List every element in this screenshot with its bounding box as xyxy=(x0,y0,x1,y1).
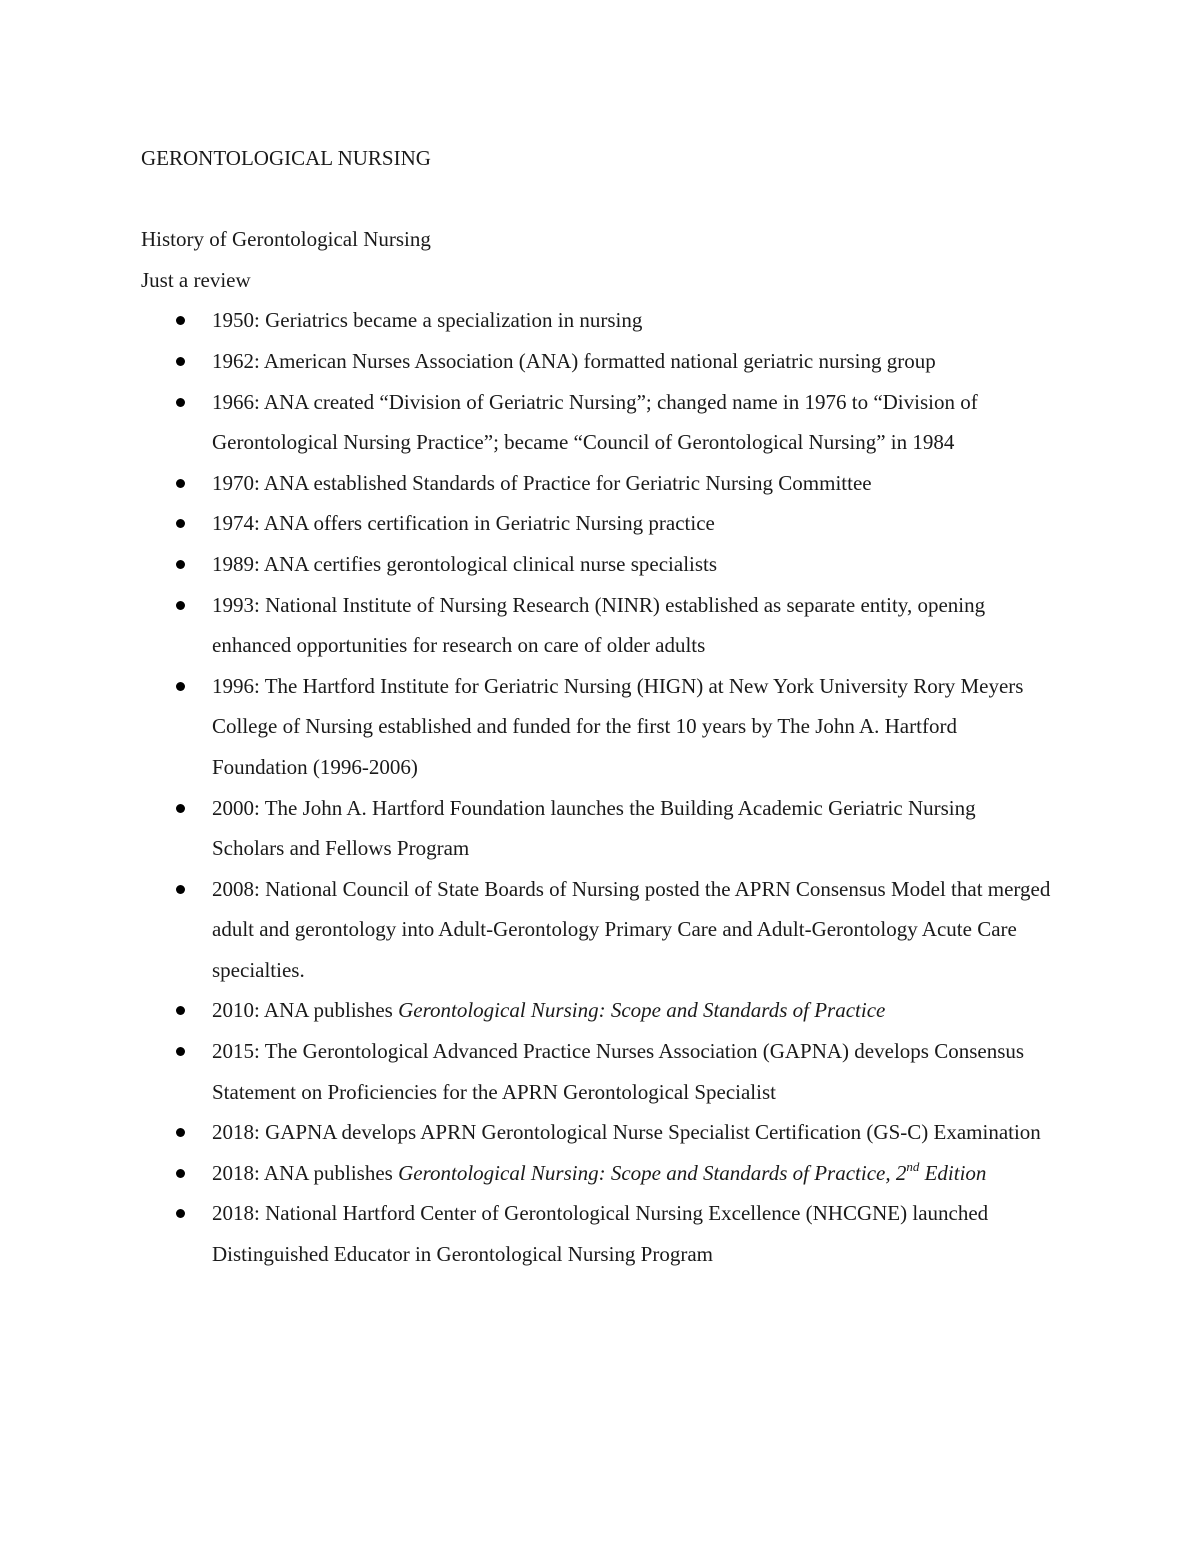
bullet-icon xyxy=(176,1047,185,1056)
subheading: Just a review xyxy=(141,267,251,292)
timeline-item-text: 2015: The Gerontological Advanced Practice Nurses Association (GAPNA) develops Consensus Statement on Proficiencies for the APRN Gerontological Specialist xyxy=(212,1039,1025,1104)
bullet-icon xyxy=(176,1169,185,1178)
bullet-icon xyxy=(176,682,185,691)
timeline-item-text: 1966: ANA created “Division of Geriatric Nursing”; changed name in 1976 to “Division of Gerontological Nursing Practice”; became “Council of Gerontological Nursing” in 1984 xyxy=(212,389,978,455)
timeline-item-1996 xyxy=(141,666,1051,788)
timeline-item-prefix: 2010: ANA publishes xyxy=(212,998,399,1023)
bullet-icon xyxy=(176,1128,185,1137)
timeline-item-1966 xyxy=(141,382,1051,463)
timeline-item-text: 1974: ANA offers certification in Geriatric Nursing practice xyxy=(212,511,715,536)
timeline-item-text: 2008: National Council of State Boards of Nursing posted the APRN Consensus Model that merged adult and gerontology into Adult-Gerontology Primary Care and Adult-Gerontology Acute Care specialties. xyxy=(212,876,1051,982)
timeline-item-text xyxy=(212,990,1051,1031)
timeline-item-2018-ana xyxy=(141,1153,1051,1194)
section-heading: History of Gerontological Nursing xyxy=(141,227,431,252)
publication-title: Gerontological Nursing: Scope and Standards of Practice xyxy=(398,998,886,1023)
timeline-item-text: 2018: GAPNA develops APRN Gerontological Nurse Specialist Certification (GS-C) Examination xyxy=(212,1120,1041,1145)
timeline-item-text: 2018: National Hartford Center of Gerontological Nursing Excellence (NHCGNE) launched Distinguished Educator in Gerontological Nursing Program xyxy=(212,1201,989,1267)
timeline-item-1950 xyxy=(141,300,1051,341)
bullet-icon xyxy=(176,316,185,325)
edition-ordinal-superscript: nd xyxy=(906,1158,920,1174)
bullet-icon xyxy=(176,560,185,569)
timeline-item-text: 1996: The Hartford Institute for Geriatric Nursing (HIGN) at New York University Rory Meyers College of Nursing established and funded for the first 10 years by The John A. Hartford Foundation (1996-2006) xyxy=(212,673,1024,779)
timeline-item-text: 1993: National Institute of Nursing Research (NINR) established as separate entity, opening enhanced opportunities for research on care of older adults xyxy=(212,592,986,658)
timeline-item-2018-gapna xyxy=(141,1112,1051,1153)
timeline-item-text: 1950: Geriatrics became a specialization in nursing xyxy=(212,308,643,333)
bullet-icon xyxy=(176,885,185,894)
timeline-item-text: 2000: The John A. Hartford Foundation launches the Building Academic Geriatric Nursing Scholars and Fellows Program xyxy=(212,795,976,861)
bullet-icon xyxy=(176,357,185,366)
bullet-icon xyxy=(176,398,185,407)
bullet-icon xyxy=(176,519,185,528)
timeline-item-2010 xyxy=(141,990,1051,1031)
publication-edition: Edition xyxy=(919,1160,987,1185)
timeline-item-1993 xyxy=(141,585,1051,666)
bullet-icon xyxy=(176,804,185,813)
timeline-item-2008 xyxy=(141,869,1051,991)
timeline-item-1989 xyxy=(141,544,1051,585)
timeline-item-text: 1989: ANA certifies gerontological clinical nurse specialists xyxy=(212,551,718,576)
timeline-item-prefix: 2018: ANA publishes xyxy=(212,1160,399,1185)
timeline-item-text xyxy=(212,1153,1051,1194)
timeline-item-1974 xyxy=(141,503,1051,544)
timeline-item-2018-nhcgne xyxy=(141,1193,1051,1274)
timeline-item-1962 xyxy=(141,341,1051,382)
timeline-item-text: 1962: American Nurses Association (ANA) formatted national geriatric nursing group xyxy=(212,348,936,373)
timeline-item-text: 1970: ANA established Standards of Practice for Geriatric Nursing Committee xyxy=(212,470,872,495)
bullet-icon xyxy=(176,601,185,610)
timeline-item-1970 xyxy=(141,463,1051,504)
timeline-item-2015 xyxy=(141,1031,1051,1112)
timeline-item-2000 xyxy=(141,788,1051,869)
document-title: GERONTOLOGICAL NURSING xyxy=(141,146,431,170)
timeline-list xyxy=(141,300,1051,1274)
bullet-icon xyxy=(176,479,185,488)
bullet-icon xyxy=(176,1006,185,1015)
bullet-icon xyxy=(176,1209,185,1218)
publication-title: Gerontological Nursing: Scope and Standards of Practice, 2 xyxy=(398,1160,907,1185)
document-page xyxy=(141,138,1051,1275)
